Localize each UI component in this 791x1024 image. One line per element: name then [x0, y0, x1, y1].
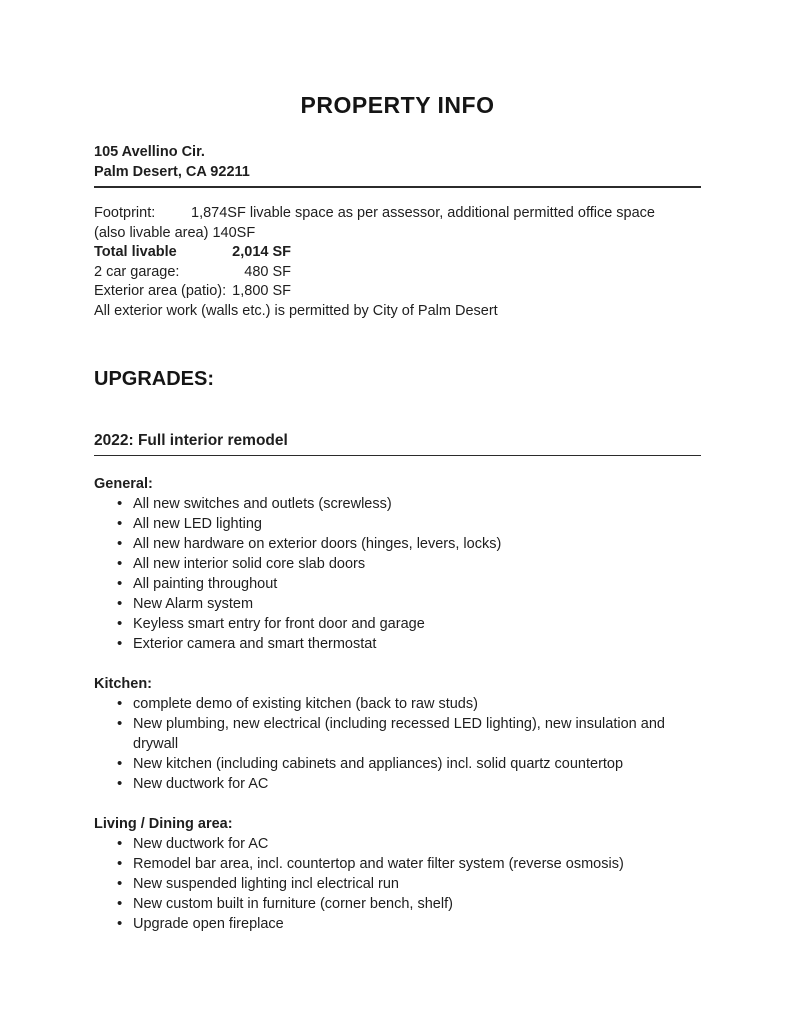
list-item: • Keyless smart entry for front door and garage — [94, 614, 701, 634]
list-item: • All new hardware on exterior doors (hinges, levers, locks) — [94, 534, 701, 554]
list-item: • New Alarm system — [94, 594, 701, 614]
footprint-section — [94, 204, 701, 321]
list-item: • complete demo of existing kitchen (back to raw studs) — [94, 694, 701, 714]
document-content — [94, 0, 701, 934]
total-livable-value: 2,014 SF — [232, 244, 291, 260]
permit-note: All exterior work (walls etc.) is permitted by City of Palm Desert — [94, 302, 498, 319]
garage-row — [94, 263, 701, 283]
section-title-kitchen: Kitchen: — [94, 676, 152, 692]
address-line-2: Palm Desert, CA 92211 — [94, 164, 250, 180]
page-title: PROPERTY INFO — [300, 92, 495, 118]
remodel-heading: 2022: Full interior remodel — [94, 432, 288, 449]
footprint-line — [94, 204, 701, 243]
list-item: • Upgrade open fireplace — [94, 914, 701, 934]
address-divider — [94, 186, 701, 188]
remodel-divider — [94, 455, 701, 456]
list-item: • New ductwork for AC — [94, 774, 701, 794]
general-list — [94, 494, 701, 654]
footprint-description-line2: (also livable area) 140SF — [94, 224, 256, 241]
list-item: • Remodel bar area, incl. countertop and water filter system (reverse osmosis) — [94, 854, 701, 874]
list-item: • All new LED lighting — [94, 514, 701, 534]
living-dining-list — [94, 834, 701, 934]
list-item: • New plumbing, new electrical (including recessed LED lighting), new insulation and drywall — [94, 714, 701, 754]
section-title-living-dining: Living / Dining area: — [94, 816, 233, 832]
garage-value: 480 SF — [244, 263, 291, 280]
list-item: • Exterior camera and smart thermostat — [94, 634, 701, 654]
total-livable-label: Total livable — [94, 244, 177, 260]
property-address — [94, 142, 701, 182]
list-item: • New suspended lighting incl electrical run — [94, 874, 701, 894]
list-item: • All new switches and outlets (screwless) — [94, 494, 701, 514]
patio-value: 1,800 SF — [232, 283, 291, 299]
list-item: • All painting throughout — [94, 574, 701, 594]
section-title-general: General: — [94, 476, 153, 492]
list-item: • All new interior solid core slab doors — [94, 554, 701, 574]
patio-label: Exterior area (patio): — [94, 283, 227, 299]
list-item: • New custom built in furniture (corner bench, shelf) — [94, 894, 701, 914]
kitchen-list — [94, 694, 701, 794]
list-item: • New ductwork for AC — [94, 834, 701, 854]
total-livable-row — [94, 243, 701, 263]
footprint-label: Footprint: — [94, 205, 156, 221]
footprint-description-line1: 1,874SF livable space as per assessor, additional permitted office space — [191, 205, 655, 221]
garage-label: 2 car garage: — [94, 263, 180, 280]
list-item: • New kitchen (including cabinets and appliances) incl. solid quartz countertop — [94, 754, 701, 774]
upgrades-heading: UPGRADES: — [94, 368, 215, 390]
patio-row — [94, 282, 701, 302]
address-line-1: 105 Avellino Cir. — [94, 144, 205, 160]
